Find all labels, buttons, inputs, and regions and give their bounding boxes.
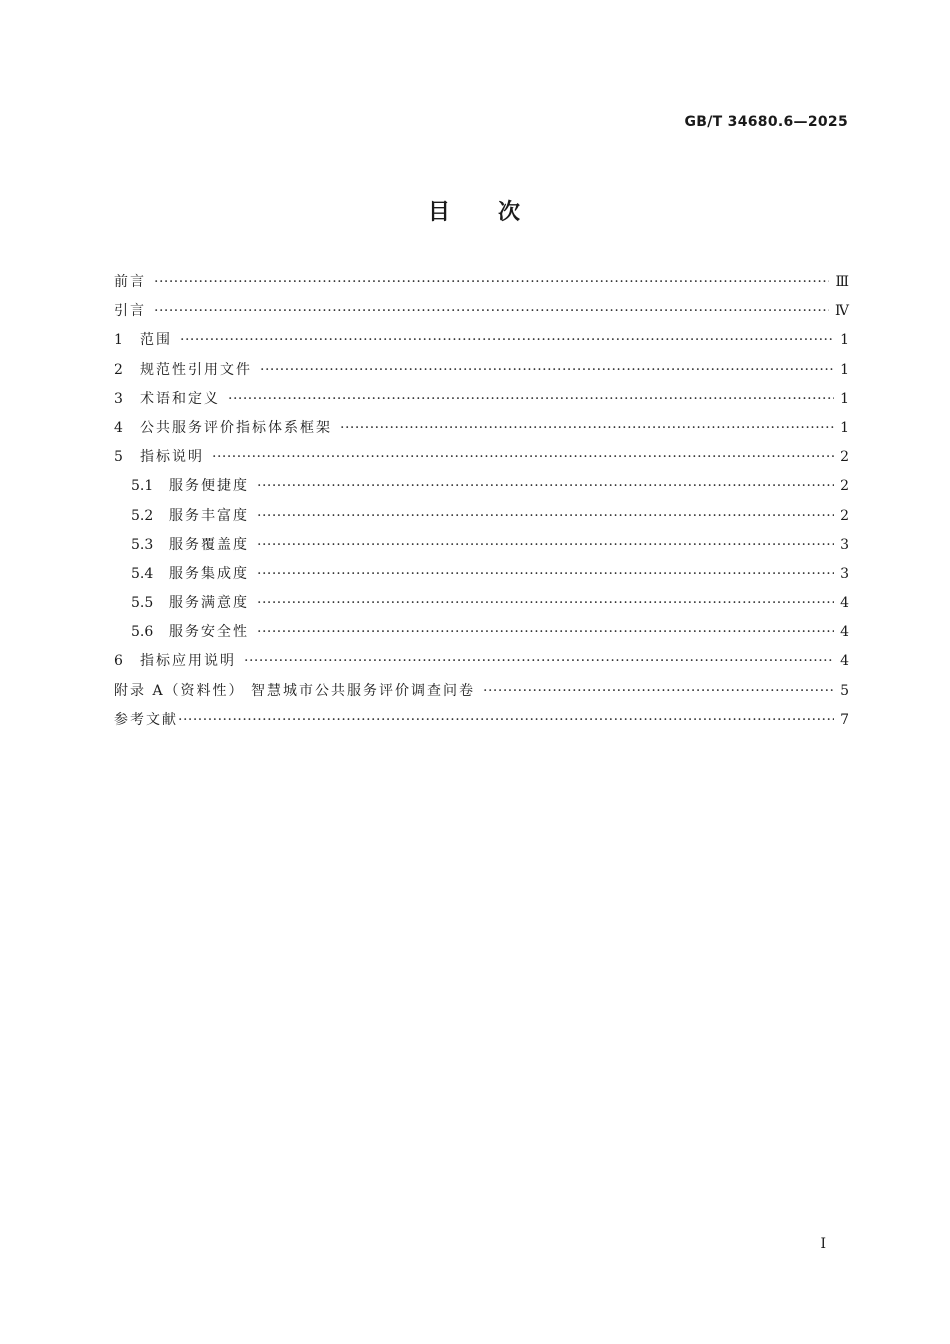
- toc-page-number: 4: [840, 624, 849, 641]
- toc-page-number: 1: [840, 390, 849, 407]
- toc-label: 附录 A（资料性） 智慧城市公共服务评价调查问卷: [114, 682, 476, 699]
- toc-entry-application[interactable]: [114, 650, 849, 679]
- toc-leader-dots: [244, 653, 834, 669]
- toc-entry-5-4[interactable]: [114, 563, 849, 592]
- title-char-2: 次: [498, 200, 523, 225]
- toc-leader-dots: [257, 478, 834, 494]
- toc-page-number: Ⅳ: [835, 303, 849, 320]
- toc-page-number: 2: [840, 449, 849, 466]
- toc-entry-normative-references[interactable]: [114, 359, 849, 388]
- toc-entry-indicator-description[interactable]: [114, 446, 849, 475]
- toc-entry-foreword[interactable]: [114, 271, 849, 300]
- toc-label: 服务覆盖度: [169, 536, 249, 553]
- toc-page-number: 7: [840, 711, 849, 728]
- toc-number: 4: [114, 419, 123, 436]
- toc-label: 公共服务评价指标体系框架: [140, 419, 332, 436]
- toc-leader-dots: [340, 420, 834, 436]
- title-char-1: 目: [427, 200, 452, 225]
- toc-leader-dots: [257, 508, 834, 524]
- toc-number: 5.6: [131, 624, 154, 641]
- toc-number: 6: [114, 653, 123, 670]
- toc-number: 5.4: [131, 565, 154, 582]
- toc-leader-dots: [260, 362, 834, 378]
- toc-leader-dots: [180, 332, 834, 348]
- toc-entry-framework[interactable]: [114, 417, 849, 446]
- toc-label: 服务丰富度: [169, 507, 249, 524]
- toc-leader-dots: [178, 712, 834, 728]
- toc-number: 3: [114, 390, 123, 407]
- standard-code: GB/T 34680.6—2025: [684, 114, 848, 130]
- toc-leader-dots: [154, 303, 829, 319]
- toc-number: 2: [114, 361, 123, 378]
- toc-label: 指标说明: [140, 449, 204, 466]
- toc-label: 术语和定义: [140, 390, 220, 407]
- toc-label: 规范性引用文件: [140, 361, 252, 378]
- toc-entry-5-2[interactable]: [114, 505, 849, 534]
- toc-label: 前言: [114, 274, 146, 290]
- toc-label: 服务满意度: [169, 595, 249, 612]
- toc-label: 引言: [114, 303, 146, 320]
- toc-entry-terms-definitions[interactable]: [114, 388, 849, 417]
- toc-label: 服务集成度: [169, 565, 249, 582]
- toc-leader-dots: [483, 683, 834, 699]
- toc-page-number: 3: [840, 565, 849, 582]
- toc-page-number: 3: [840, 536, 849, 553]
- toc-label: 范围: [140, 332, 172, 349]
- toc-page-number: 2: [840, 507, 849, 524]
- toc-number: 5.5: [131, 595, 154, 612]
- toc-number: 5.1: [131, 478, 154, 495]
- toc-entry-introduction[interactable]: [114, 300, 849, 329]
- toc-leader-dots: [212, 449, 834, 465]
- toc-leader-dots: [257, 566, 834, 582]
- toc-page-number: 1: [840, 419, 849, 436]
- footer-page-number: I: [820, 1236, 826, 1252]
- toc-page-number: 4: [840, 653, 849, 670]
- toc-entry-5-3[interactable]: [114, 534, 849, 563]
- toc-leader-dots: [257, 537, 834, 553]
- toc-label: 服务安全性: [169, 624, 249, 641]
- toc-leader-dots: [154, 274, 829, 290]
- toc-page-number: 2: [840, 478, 849, 495]
- toc-entry-scope[interactable]: [114, 329, 849, 358]
- toc-entry-bibliography[interactable]: [114, 709, 849, 738]
- toc-page-number: 1: [840, 361, 849, 378]
- toc-label: 参考文献: [114, 711, 178, 728]
- toc-leader-dots: [257, 595, 834, 611]
- toc-entry-appendix-a[interactable]: [114, 680, 849, 709]
- toc-leader-dots: [228, 391, 834, 407]
- toc-label: 指标应用说明: [140, 653, 236, 670]
- toc-page-number: 1: [840, 332, 849, 349]
- toc-number: 5.3: [131, 536, 154, 553]
- toc-leader-dots: [257, 624, 834, 640]
- toc-page-number: Ⅲ: [835, 274, 849, 290]
- toc-page-number: 4: [840, 595, 849, 612]
- toc-entry-5-1[interactable]: [114, 475, 849, 504]
- toc-number: 5.2: [131, 507, 154, 524]
- toc-page-number: 5: [840, 682, 849, 699]
- toc-entry-5-5[interactable]: [114, 592, 849, 621]
- toc-number: 1: [114, 332, 123, 349]
- page-title: [0, 195, 950, 226]
- toc-entry-5-6[interactable]: [114, 621, 849, 650]
- table-of-contents: [114, 271, 849, 738]
- toc-number: 5: [114, 449, 123, 466]
- toc-label: 服务便捷度: [169, 478, 249, 495]
